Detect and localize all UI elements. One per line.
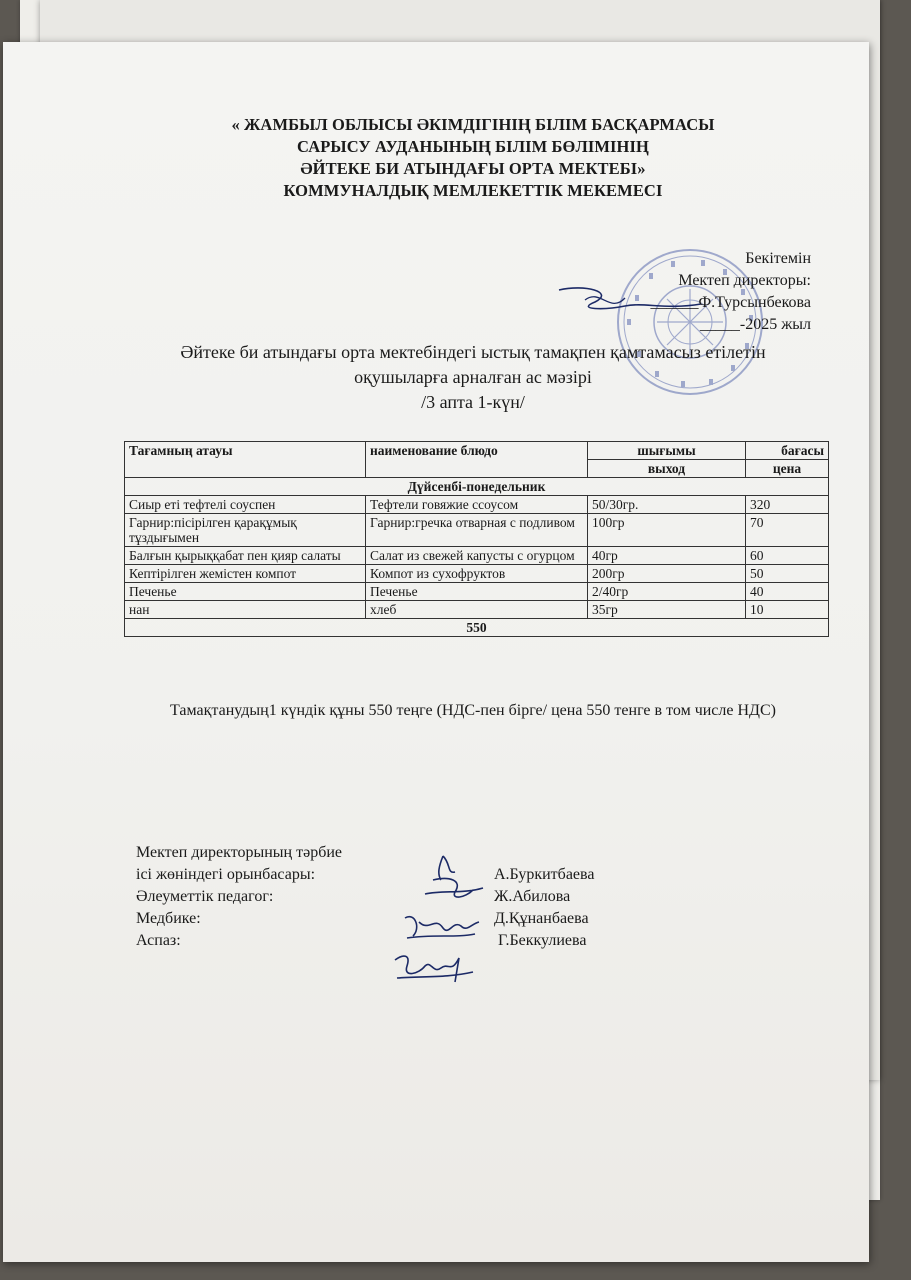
- dish-price: 60: [746, 547, 829, 565]
- column-header-price-kz: бағасы: [746, 442, 829, 460]
- dish-name-ru: хлеб: [366, 601, 588, 619]
- column-header-output-kz: шығымы: [588, 442, 746, 460]
- dish-name-kz: Балғын қырыққабат пен қияр салаты: [125, 547, 366, 565]
- cook-name: Г.Беккулиева: [498, 932, 587, 949]
- document-page: [3, 42, 869, 1262]
- table-row: [125, 514, 829, 547]
- cost-note: Тамақтанудың1 күндік құны 550 теңге (НДС-пен бірге/ цена 550 тенге в том числе НДС): [170, 702, 776, 719]
- cook-position: Аспаз:: [136, 932, 181, 949]
- header-line: САРЫСУ АУДАНЫНЫҢ БІЛІМ БӨЛІМІНІҢ: [297, 137, 649, 156]
- menu-table: [124, 441, 829, 637]
- dish-name-kz: нан: [125, 601, 366, 619]
- signatory-row: [136, 908, 656, 930]
- dish-output: 35гр: [588, 601, 746, 619]
- approval-date: _____-2025 жыл: [699, 316, 811, 333]
- table-row: [125, 496, 829, 514]
- title-line: оқушыларға арналған ас мәзірі: [354, 367, 592, 387]
- social-name: Ж.Абилова: [494, 888, 571, 905]
- approval-heading: Бекітемін: [745, 250, 811, 267]
- dish-name-kz: Сиыр еті тефтелі соуспен: [125, 496, 366, 514]
- nurse-position: Медбике:: [136, 910, 201, 927]
- approval-name: ______Ф.Турсынбекова: [650, 294, 811, 311]
- total-value: 550: [125, 619, 829, 637]
- column-header-name-kz: Тағамның атауы: [125, 442, 366, 478]
- deputy-position: Мектеп директорының тәрбие: [136, 844, 343, 861]
- approval-block: [511, 248, 811, 336]
- dish-price: 10: [746, 601, 829, 619]
- dish-output: 2/40гр: [588, 583, 746, 601]
- dish-name-kz: Кептірілген жемістен компот: [125, 565, 366, 583]
- approval-position: Мектеп директоры:: [678, 272, 811, 289]
- total-row: [125, 619, 829, 637]
- day-row: [125, 478, 829, 496]
- signatory-row: [136, 842, 656, 864]
- dish-price: 70: [746, 514, 829, 547]
- dish-name-kz: Гарнир:пісірілген қарақұмық тұздығымен: [125, 514, 366, 547]
- dish-name-ru: Компот из сухофруктов: [366, 565, 588, 583]
- header-line: « ЖАМБЫЛ ОБЛЫСЫ ӘКІМДІГІНІҢ БІЛІМ БАСҚАРМАСЫ: [231, 115, 715, 134]
- dish-name-ru: Гарнир:гречка отварная с подливом: [366, 514, 588, 547]
- header-line: КОММУНАЛДЫҚ МЕМЛЕКЕТТІК МЕКЕМЕСІ: [283, 181, 663, 200]
- dish-output: 50/30гр.: [588, 496, 746, 514]
- dish-name-kz: Печенье: [125, 583, 366, 601]
- dish-price: 50: [746, 565, 829, 583]
- day-label: Дүйсенбі-понедельник: [125, 478, 829, 496]
- dish-output: 200гр: [588, 565, 746, 583]
- dish-name-ru: Печенье: [366, 583, 588, 601]
- institution-header: [3, 114, 911, 202]
- social-position: Әлеуметтік педагог:: [136, 888, 274, 905]
- deputy-name: А.Буркитбаева: [494, 866, 595, 883]
- dish-name-ru: Салат из свежей капусты с огурцом: [366, 547, 588, 565]
- cook-signature-icon: [389, 948, 479, 988]
- page-title: [123, 340, 823, 415]
- signatory-row: [136, 930, 656, 952]
- table-row: [125, 565, 829, 583]
- column-header-output-ru: выход: [588, 460, 746, 478]
- title-line: /3 апта 1-күн/: [421, 392, 525, 412]
- table-header-row: [125, 442, 829, 460]
- nurse-name: Д.Құнанбаева: [494, 910, 589, 927]
- signatories-block: [136, 842, 656, 952]
- dish-output: 100гр: [588, 514, 746, 547]
- column-header-name-ru: наименование блюдо: [366, 442, 588, 478]
- table-row: [125, 601, 829, 619]
- table-row: [125, 547, 829, 565]
- deputy-position: ісі жөніндегі орынбасары:: [136, 866, 316, 883]
- dish-output: 40гр: [588, 547, 746, 565]
- dish-price: 320: [746, 496, 829, 514]
- signatory-row: [136, 864, 656, 886]
- header-line: ӘЙТЕКЕ БИ АТЫНДАҒЫ ОРТА МЕКТЕБІ»: [300, 159, 646, 178]
- dish-name-ru: Тефтели говяжие ссоусом: [366, 496, 588, 514]
- table-row: [125, 583, 829, 601]
- column-header-price-ru: цена: [746, 460, 829, 478]
- dish-price: 40: [746, 583, 829, 601]
- title-line: Әйтеке би атындағы орта мектебіндегі ыстық тамақпен қамтамасыз етілетін: [180, 342, 766, 362]
- signatory-row: [136, 886, 656, 908]
